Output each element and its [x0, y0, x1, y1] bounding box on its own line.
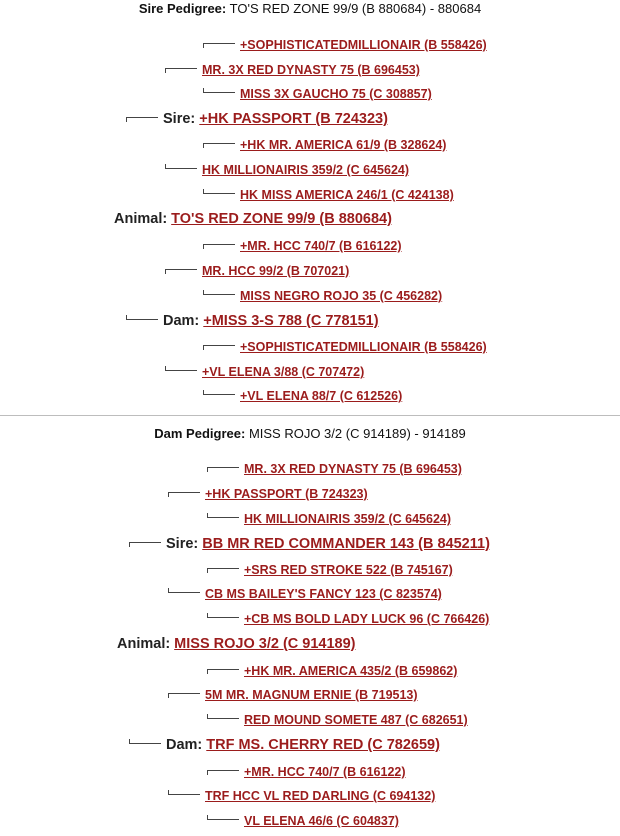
tree-connector [203, 244, 235, 245]
dam-ped-sdd-row [207, 612, 489, 626]
sire-ped-ssd-row [203, 87, 432, 101]
tree-connector [129, 743, 161, 744]
dam-ped-dds-row [207, 765, 406, 779]
sire-ped-dam-row [126, 313, 379, 329]
sire-ped-dam-sire-link[interactable]: MR. HCC 99/2 (B 707021) [202, 264, 350, 278]
dam-ped-animal-link[interactable]: MISS ROJO 3/2 (C 914189) [174, 636, 356, 652]
dam-ped-ds-row [168, 688, 418, 702]
sire-ped-ds-row [165, 264, 349, 278]
dam-ped-sd-row [168, 587, 442, 601]
dam-ped-dam-link[interactable]: TRF MS. CHERRY RED (C 782659) [206, 737, 440, 753]
dam-ped-sire-row [129, 536, 490, 552]
dam-ped-sire-dam-sire-link[interactable]: +SRS RED STROKE 522 (B 745167) [244, 563, 453, 577]
dam-ped-dss-row [207, 664, 457, 678]
sire-ped-sire-sire-sire-link[interactable]: +SOPHISTICATEDMILLIONAIR (B 558426) [240, 38, 487, 52]
sire-ped-animal-row [114, 211, 392, 227]
dam-ped-dam-sire-sire-link[interactable]: +HK MR. AMERICA 435/2 (B 659862) [244, 664, 458, 678]
tree-connector [203, 193, 235, 194]
sire-pedigree-header-value: TO'S RED ZONE 99/9 (B 880684) - 880684 [229, 1, 482, 16]
tree-connector [207, 718, 239, 719]
dam-pedigree-header-label: Dam Pedigree: [154, 426, 246, 441]
sire-ped-dam-dam-dam-link[interactable]: +VL ELENA 88/7 (C 612526) [240, 389, 403, 403]
dam-label: Dam: [166, 737, 203, 753]
tree-connector [207, 517, 239, 518]
tree-connector [168, 693, 200, 694]
dam-ped-ssd-row [207, 512, 451, 526]
sire-ped-sds-row [203, 138, 446, 152]
animal-label: Animal: [114, 211, 168, 227]
tree-connector [168, 592, 200, 593]
dam-ped-dd-row [168, 789, 435, 803]
tree-connector [165, 269, 197, 270]
animal-label: Animal: [117, 636, 171, 652]
dam-label: Dam: [163, 313, 200, 329]
tree-connector [168, 492, 200, 493]
tree-connector [203, 394, 235, 395]
dam-ped-dam-dam-link[interactable]: TRF HCC VL RED DARLING (C 694132) [205, 789, 436, 803]
dam-ped-dam-sire-link[interactable]: 5M MR. MAGNUM ERNIE (B 719513) [205, 688, 418, 702]
tree-connector [203, 92, 235, 93]
sire-ped-dam-dam-link[interactable]: +VL ELENA 3/88 (C 707472) [202, 365, 365, 379]
dam-ped-sire-sire-sire-link[interactable]: MR. 3X RED DYNASTY 75 (B 696453) [244, 462, 462, 476]
tree-connector [203, 43, 235, 44]
dam-ped-animal-row [117, 636, 356, 652]
sire-ped-sire-row [126, 111, 388, 127]
dam-ped-sire-link[interactable]: BB MR RED COMMANDER 143 (B 845211) [202, 536, 490, 552]
sire-label: Sire: [163, 111, 196, 127]
sire-ped-dam-sire-dam-link[interactable]: MISS NEGRO ROJO 35 (C 456282) [240, 289, 443, 303]
sire-ped-dam-link[interactable]: +MISS 3-S 788 (C 778151) [203, 313, 379, 329]
tree-connector [207, 770, 239, 771]
sire-ped-sire-sire-dam-link[interactable]: MISS 3X GAUCHO 75 (C 308857) [240, 87, 432, 101]
dam-ped-ddd-row [207, 814, 399, 828]
dam-pedigree-header-value: MISS ROJO 3/2 (C 914189) - 914189 [248, 426, 466, 441]
sire-ped-dsd-row [203, 289, 442, 303]
sire-ped-dss-row [203, 239, 402, 253]
tree-connector [207, 568, 239, 569]
dam-ped-dsd-row [207, 713, 468, 727]
sire-ped-sire-link[interactable]: +HK PASSPORT (B 724323) [199, 111, 388, 127]
sire-ped-dd-row [165, 365, 364, 379]
dam-ped-sds-row [207, 563, 453, 577]
sire-ped-sire-sire-link[interactable]: MR. 3X RED DYNASTY 75 (B 696453) [202, 63, 420, 77]
sire-ped-animal-link[interactable]: TO'S RED ZONE 99/9 (B 880684) [171, 211, 392, 227]
dam-ped-sire-sire-dam-link[interactable]: HK MILLIONAIRIS 359/2 (C 645624) [244, 512, 452, 526]
sire-ped-sd-row [165, 163, 409, 177]
tree-connector [203, 294, 235, 295]
dam-ped-sire-dam-dam-link[interactable]: +CB MS BOLD LADY LUCK 96 (C 766426) [244, 612, 490, 626]
dam-ped-sire-dam-link[interactable]: CB MS BAILEY'S FANCY 123 (C 823574) [205, 587, 442, 601]
sire-ped-sdd-row [203, 188, 454, 202]
sire-ped-dam-sire-sire-link[interactable]: +MR. HCC 740/7 (B 616122) [240, 239, 402, 253]
section-divider [0, 415, 620, 416]
tree-connector [126, 319, 158, 320]
tree-connector [207, 617, 239, 618]
tree-connector [129, 542, 161, 543]
dam-ped-ss-row [168, 487, 368, 501]
tree-connector [207, 467, 239, 468]
sire-label: Sire: [166, 536, 199, 552]
sire-ped-sss-row [203, 38, 487, 52]
tree-connector [165, 68, 197, 69]
dam-ped-dam-row [129, 737, 440, 753]
sire-pedigree-header-label: Sire Pedigree: [138, 1, 227, 16]
dam-ped-dam-dam-sire-link[interactable]: +MR. HCC 740/7 (B 616122) [244, 765, 406, 779]
tree-connector [126, 117, 158, 118]
sire-ped-sire-dam-dam-link[interactable]: HK MISS AMERICA 246/1 (C 424138) [240, 188, 454, 202]
sire-pedigree-header [0, 1, 620, 16]
dam-ped-sire-sire-link[interactable]: +HK PASSPORT (B 724323) [205, 487, 368, 501]
tree-connector [203, 345, 235, 346]
tree-connector [165, 168, 197, 169]
tree-connector [207, 819, 239, 820]
tree-connector [168, 794, 200, 795]
tree-connector [165, 370, 197, 371]
sire-ped-dam-dam-sire-link[interactable]: +SOPHISTICATEDMILLIONAIR (B 558426) [240, 340, 487, 354]
dam-ped-dam-sire-dam-link[interactable]: RED MOUND SOMETE 487 (C 682651) [244, 713, 468, 727]
sire-ped-ddd-row [203, 389, 402, 403]
tree-connector [203, 143, 235, 144]
dam-pedigree-header [0, 426, 620, 441]
dam-ped-dam-dam-dam-link[interactable]: VL ELENA 46/6 (C 604837) [244, 814, 399, 828]
sire-ped-dds-row [203, 340, 487, 354]
sire-ped-ss-row [165, 63, 420, 77]
sire-ped-sire-dam-link[interactable]: HK MILLIONAIRIS 359/2 (C 645624) [202, 163, 410, 177]
dam-ped-sss-row [207, 462, 462, 476]
tree-connector [207, 669, 239, 670]
sire-ped-sire-dam-sire-link[interactable]: +HK MR. AMERICA 61/9 (B 328624) [240, 138, 447, 152]
